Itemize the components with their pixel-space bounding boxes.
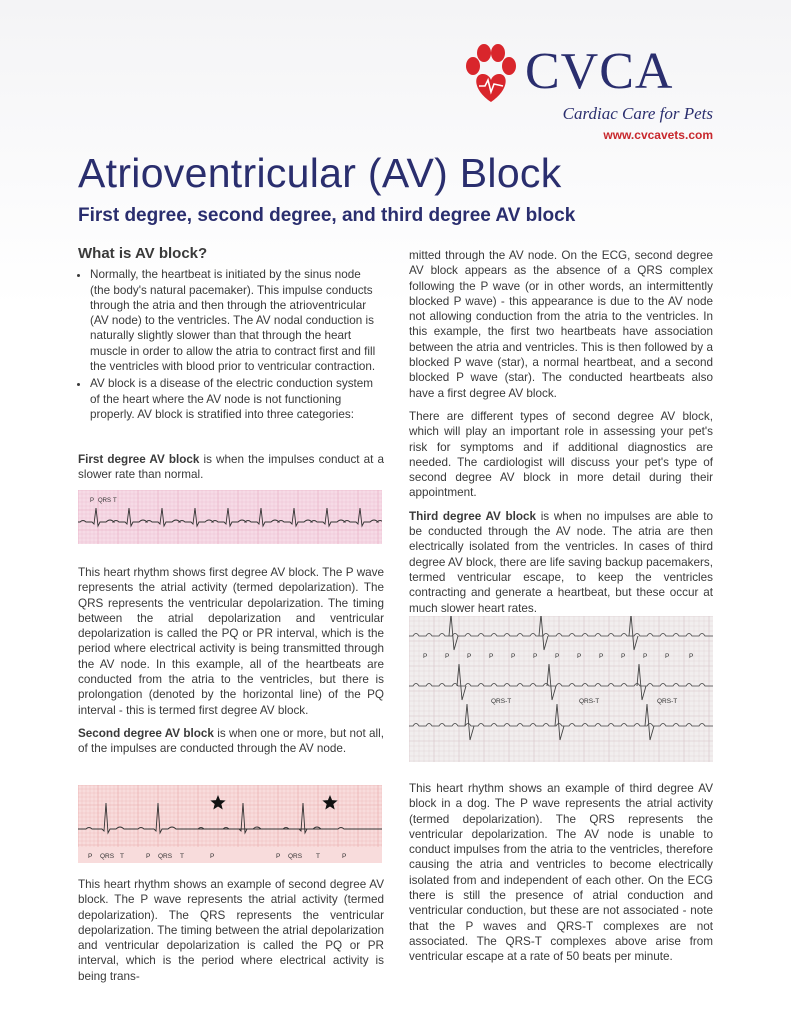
ecg-label-qrst: QRS-T <box>491 698 512 705</box>
qrs-complex <box>555 704 564 740</box>
first-degree-def <box>78 452 384 491</box>
what-heading: What is AV block? <box>78 245 208 262</box>
ecg-label: QRS <box>288 853 303 860</box>
ecg-label-p: P <box>511 653 516 660</box>
ecg-label: QRS <box>158 853 173 860</box>
qrs-complex <box>645 704 654 740</box>
ecg-trace <box>409 724 713 727</box>
ecg-label: T <box>120 853 124 860</box>
ecg-third-degree <box>409 616 713 762</box>
third-degree-text: is when no impulses are able to be conducted through the AV node. The atria are then electrically isolated from the ventricles. In cases of third degree AV block, there are life saving backup pacemakers, termed ventricular escape, to keep the ventricles contracting and generate a heartbeat, but these occur at much slower heart rates. <box>409 509 713 615</box>
ecg-first-degree <box>78 490 382 544</box>
first-degree-explanation <box>78 565 384 765</box>
ecg-trace <box>409 684 713 687</box>
ecg-label-p: P <box>489 653 494 660</box>
ecg-label-p: P <box>423 653 428 660</box>
ecg-label: P <box>88 853 93 860</box>
first-degree-term: First degree AV block <box>78 453 200 466</box>
ecg-label-qrst: QRS-T <box>579 698 600 705</box>
second-degree-text: is when one or more, but not all, of the impulses are conducted through the AV node. <box>78 726 384 756</box>
third-degree-term: Third degree AV block <box>409 509 537 523</box>
ecg-label-p: P <box>467 653 472 660</box>
page-subtitle: First degree, second degree, and third degree AV block <box>78 205 576 226</box>
ecg-label: T <box>180 853 184 860</box>
second-degree-explain-text: This heart rhythm shows an example of second degree AV block. The P wave represents the atrial activity (termed depolarization). The QRS represents the ventricular depolarization. The timing between the atrial depolarization and ventricular depolarization is called the PQ or PR interval, which is the period where electrical activity is being trans- <box>78 878 384 983</box>
bullet-item: • AV block is a disease of the electric conduction system of the heart where the AV node is not functioning properly. AV block is stratified into three categories: <box>90 376 384 422</box>
third-degree-explanation <box>409 781 713 973</box>
third-degree-explain-text: This heart rhythm shows an example of third degree AV block in a dog. The P wave represents the atrial activity (termed depolarization). The QRS represents the ventricular depolarization. The AV node is unable to conduct impulses from the atria to the ventricles, therefore causing the atria and ventricles to become electrically isolated from and independent of each other. On the ECG there is still the presence of atrial conduction and ventricular conduction, but these are not associated - note that the P waves and QRS-T complexes are not associated. The QRS-T complexes above arise from ventricular escape at a rate of 50 beats per minute. <box>409 782 713 964</box>
second-degree-explanation <box>78 877 384 992</box>
ecg-label-qrst: QRS-T <box>657 698 678 705</box>
ecg-label: P <box>210 853 215 860</box>
ecg-label-p: P <box>445 653 450 660</box>
bullet-item: • Normally, the heartbeat is initiated by the sinus node (the body's natural pacemaker). This impulse conducts through the atria and then through the atrioventricular (AV node) to the ventricles. The AV nodal conduction is naturally slightly slower than that through the heart muscle in order to allow the atria to contract first and fill the ventricles with blood prior to ventricular contraction. <box>90 267 384 374</box>
qrs-complex <box>457 664 466 700</box>
ecg-label-p: P <box>599 653 604 660</box>
ecg-label-p: P <box>621 653 626 660</box>
ecg-label: P <box>146 853 151 860</box>
ecg-label-p: P <box>665 653 670 660</box>
ecg-label-p: P <box>643 653 648 660</box>
qrs-complex <box>465 704 474 740</box>
page-title: Atrioventricular (AV) Block <box>78 150 562 196</box>
right-column <box>409 248 713 624</box>
brand-url[interactable]: www.cvcavets.com <box>603 128 713 142</box>
brand-name: CVCA <box>525 43 674 100</box>
qrs-complex <box>547 664 556 700</box>
ecg-label-qrs: QRS <box>98 498 112 504</box>
cvca-logo <box>463 40 713 150</box>
first-degree-text: is when the impulses conduct at a slower rate than normal. <box>78 453 384 482</box>
second-degree-term: Second degree AV block <box>78 726 214 740</box>
ecg-label: T <box>316 853 320 860</box>
intro-bullet-list <box>78 267 384 422</box>
second-degree-continued: mitted through the AV node. On the ECG, second degree AV block appears as the absence of a QRS complex following the P wave (or in other words, an intermittently blocked P wave) - this appearance is due to the AV node not allowing conduction from the atria to the ventricles. In this example, the first two heartbeats have association between the atria and ventricles. This is then followed by a blocked P wave (star), a normal heartbeat, and a second blocked P wave (star). The conducted heartbeats also have a first degree AV block. <box>409 249 713 400</box>
ecg-label-p: P <box>689 653 694 660</box>
second-degree-types: There are different types of second degree AV block, which will play an important role in assessing your pet's risk for symptoms and if additional diagnostics are needed. The cardiologist will discuss your pet's type of second degree AV block in more detail during their appointment. <box>409 409 713 500</box>
ecg-label-p: P <box>90 498 95 504</box>
ecg-label: P <box>276 853 281 860</box>
ecg-label-p: P <box>555 653 560 660</box>
first-degree-explain-text: This heart rhythm shows first degree AV block. The P wave represents the atrial activity (termed depolarization). The QRS represents the ventricular depolarization. The timing between the atrial depolarization and ventricular depolarization is called the PQ or PR interval, which is the period where electrical activity is being transmitted through the AV node. In this example, all of the heartbeats are conducted from the atria to the ventricles, but there is prolongation (denoted by the horizontal line) of the PQ interval - this is termed first degree AV block. <box>78 566 384 717</box>
ecg-trace <box>409 634 713 637</box>
ecg-label: QRS <box>100 853 115 860</box>
ecg-second-degree <box>78 785 382 863</box>
left-column-intro <box>78 246 384 424</box>
ecg-label-p: P <box>577 653 582 660</box>
ecg-label-t: T <box>113 498 117 504</box>
brand-tagline: Cardiac Care for Pets <box>562 104 713 123</box>
qrs-complex <box>637 664 646 700</box>
ecg-label: P <box>342 853 347 860</box>
ecg-label-p: P <box>533 653 538 660</box>
paw-heart-icon <box>463 44 519 104</box>
